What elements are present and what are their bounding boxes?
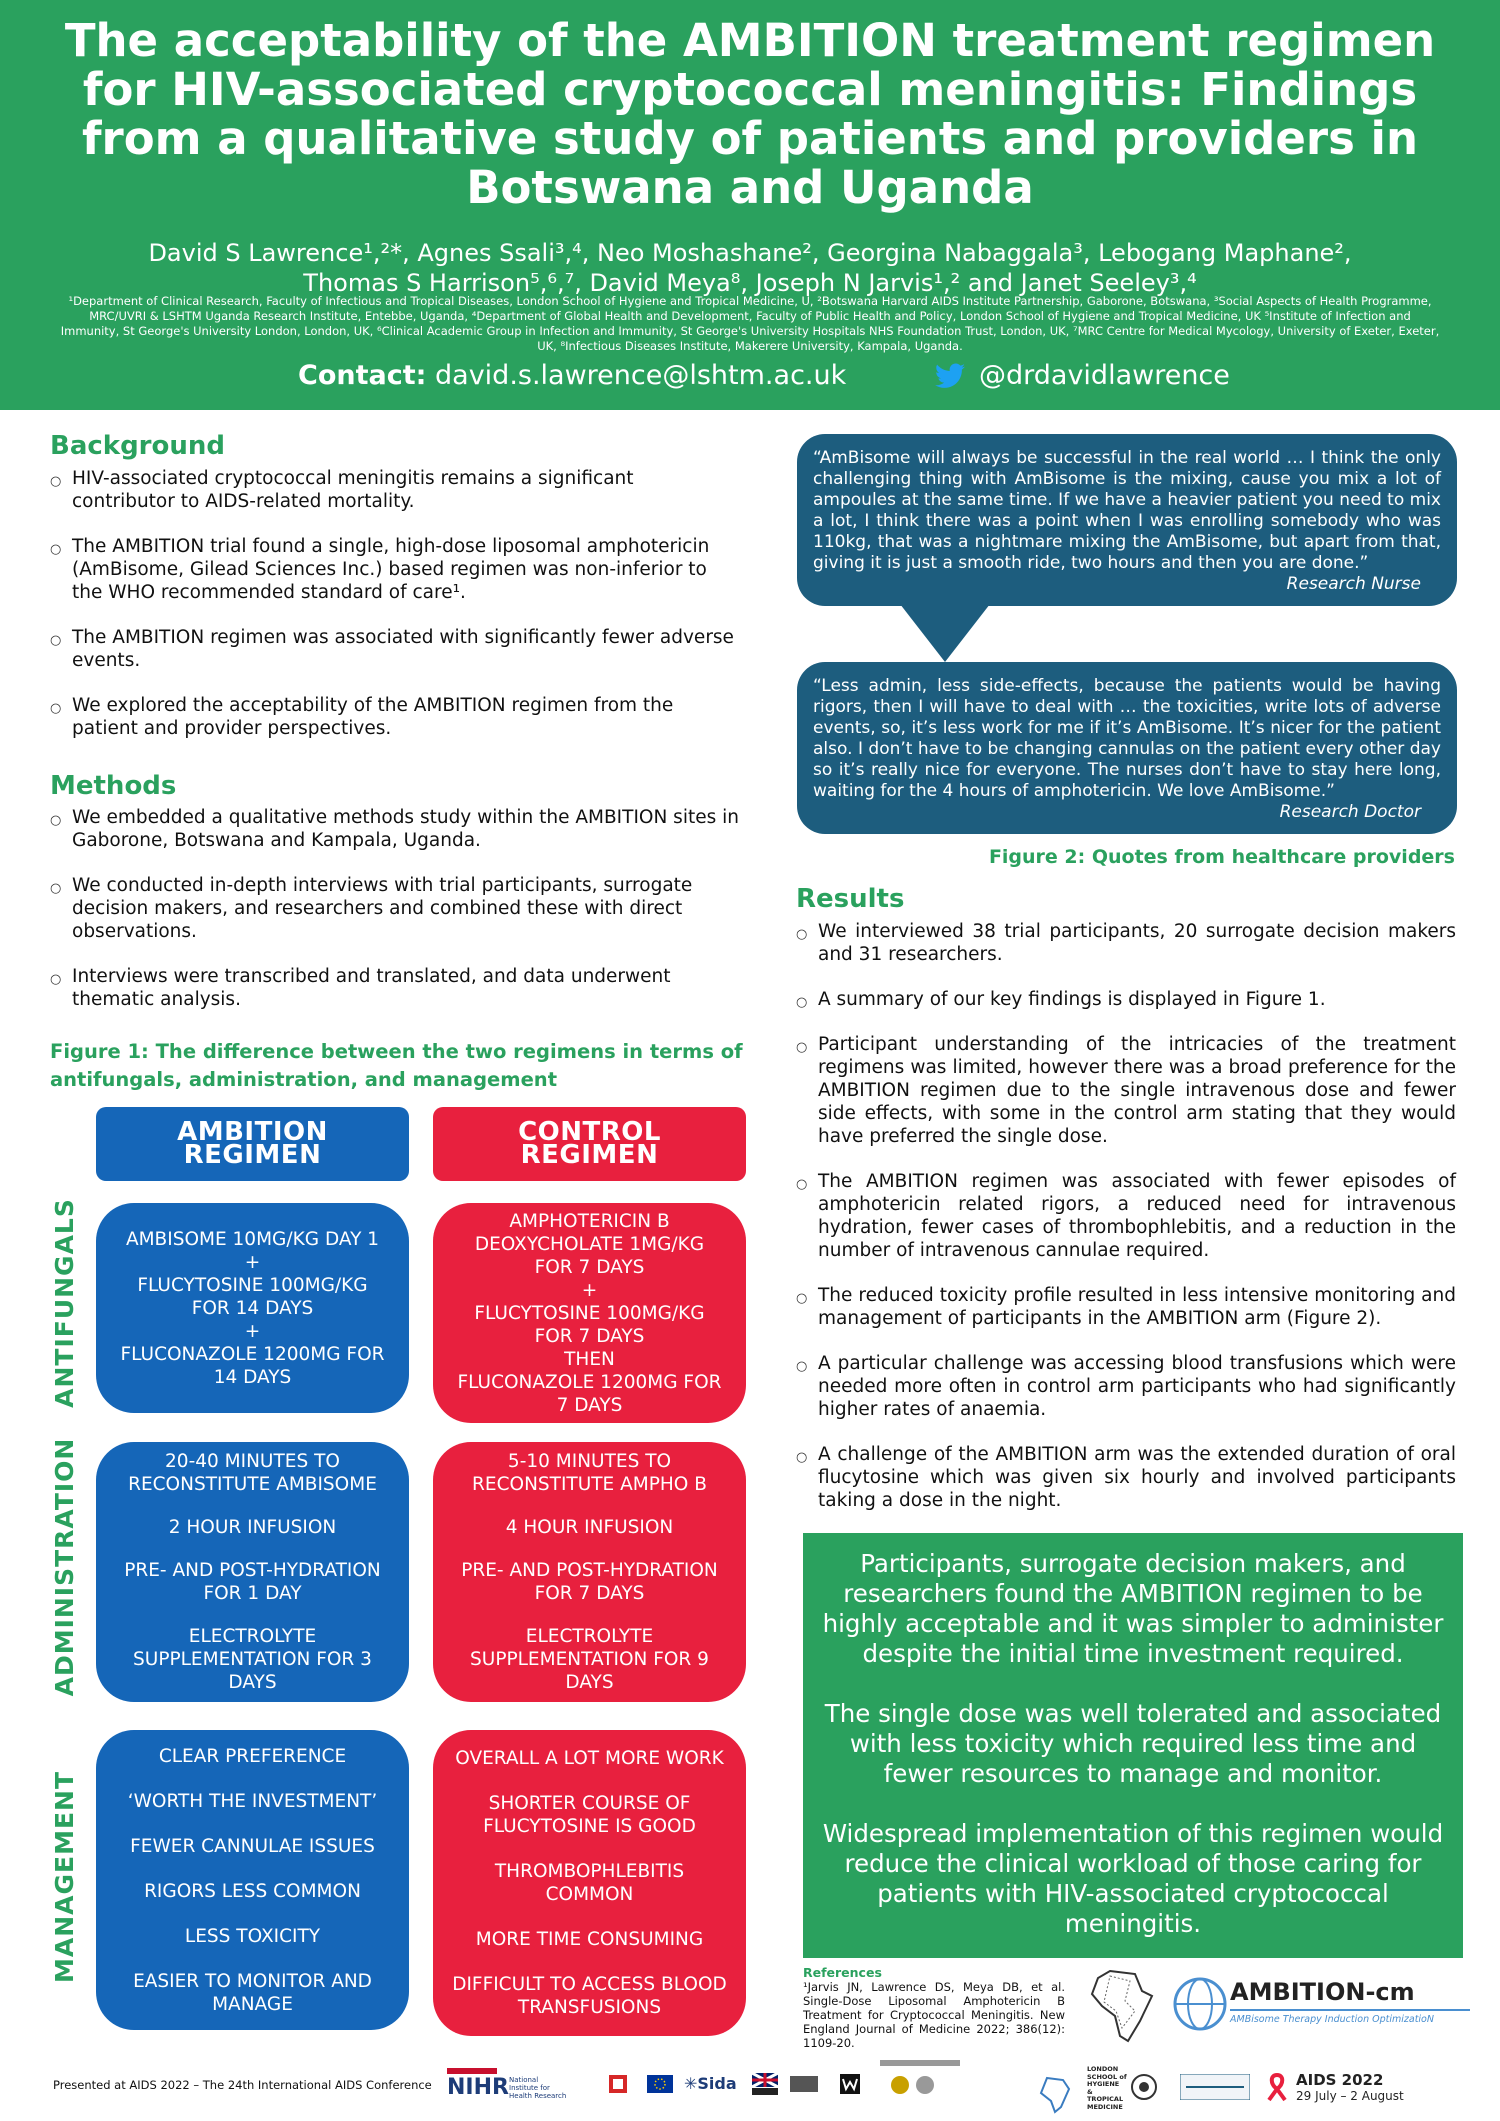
ambition-administration-box: 20-40 MINUTES TO RECONSTITUTE AMBISOME 2 HOUR INFUSION PRE- AND POST-HYDRATION FOR 1 DAY ELECTROLYTE SUPPLEMENTATION FOR 3 DAYS [96,1442,409,1702]
list-item: ○ A summary of our key findings is displayed in Figure 1. [796,988,1456,1011]
edctp-logo-icon [607,2073,629,2095]
contact-email-line [298,360,846,391]
eu-flag-icon [647,2075,673,2093]
authors-line-2: Thomas S Harrison⁵,⁶,⁷, David Meya⁸, Joseph N Jarvis¹,² and Janet Seeley³,⁴ [303,269,1197,297]
results-list [796,920,1456,1534]
list-item: ○ Participant understanding of the intricacies of the treatment regimens was limited, however there was a broad preference for the AMBITION regimen due to the single intravenous dose and fewer side effects, with some in the control arm stating that they would have preferred the single dose. [796,1034,1456,1147]
bullet-circle-icon: ○ [796,927,808,942]
makerere-crest-icon [1130,2073,1158,2101]
bullet-circle-icon: ○ [796,1359,808,1374]
list-item: ○ We embedded a qualitative methods study within the AMBITION sites in Gaborone, Botswana and Kampala, Uganda. [50,807,739,851]
twitter-line [935,360,1230,391]
quote-attribution: Research Nurse [1286,574,1421,594]
quote-attribution: Research Doctor [1279,802,1421,822]
mrc-logo-icon [790,2076,818,2092]
poster-title: The acceptability of the AMBITION treatment regimen for HIV-associated cryptococcal meningitis: Findings from a qualitative study of patients and providers in Botswana and Uganda [64,14,1436,214]
list-item: ○ We explored the acceptability of the AMBITION regimen from the patient and provider perspectives. [50,695,674,739]
bullet-circle-icon: ○ [50,542,62,557]
quote-research-nurse: “AmBisome will always be successful in the real world … I think the only challenging thing with AmBisome is the mixing, cause you mix a lot of ampoules at the same time. If we have a heavier patient you need to mix a lot, I think there was a point when I was enrolling somebody who was 110kg, that was a nightmare mixing the AmBisome, but apart from that, giving it is just a smooth ride, two hours and then you are done.” Research Nurse [797,434,1457,606]
twitter-handle[interactable]: @drdavidlawrence [979,360,1230,391]
nihr-logo: NIHR National Institute for Health Research [447,2068,547,2104]
authors-line-1: David S Lawrence¹,²*, Agnes Ssali³,⁴, Neo Moshashane², Georgina Nabaggala³, Lebogang Maphane², [148,239,1352,267]
conclusion-box [803,1533,1463,1958]
contact-label: Contact: [298,360,427,391]
conclusion-paragraph-3: Widespread implementation of this regimen would reduce the clinical workload of those caring for patients with HIV-associated cryptococcal meningitis. [822,1819,1444,1938]
twitter-bird-icon [935,363,965,389]
ambition-management-box: CLEAR PREFERENCE ‘WORTH THE INVESTMENT’ FEWER CANNULAE ISSUES RIGORS LESS COMMON LESS TOXICITY EASIER TO MONITOR AND MANAGE [96,1730,409,2030]
lshtm-logo: LONDON SCHOOL of HYGIENE & TROPICAL MEDICINE [1087,2065,1127,2111]
background-list [50,467,740,762]
list-item: ○ A particular challenge was accessing blood transfusions which were needed more often in control arm participants who had significantly higher rates of anaemia. [796,1353,1456,1420]
control-regimen-header: CONTROL REGIMEN [433,1107,746,1181]
list-item: ○ We interviewed 38 trial participants, 20 surrogate decision makers and 31 researchers. [796,921,1456,965]
list-item: ○ The AMBITION regimen was associated with fewer episodes of amphotericin related rigors, a reduced need for intravenous hydration, fewer cases of thrombophlebitis, and a reduction in the number of intravenous cannulae required. [796,1171,1456,1261]
uvri-lshtm-logo-icon [880,2060,960,2100]
figure1-caption: Figure 1: The difference between the two regimens in terms of antifungals, administration, and management [50,1040,743,1091]
list-item: ○ A challenge of the AMBITION arm was the extended duration of oral flucytosine which was given six hourly and involved participants taking a dose in the night. [796,1444,1456,1511]
ambition-cm-logo [1172,1976,1472,2038]
ukaid-logo-icon [752,2073,778,2095]
ambition-globe-icon [1172,1976,1228,2032]
aids-2022-logo: AIDS 2022 29 July – 2 August [1296,2071,1404,2103]
control-administration-box: 5-10 MINUTES TO RECONSTITUTE AMPHO B 4 HOUR INFUSION PRE- AND POST-HYDRATION FOR 7 DAYS ELECTROLYTE SUPPLEMENTATION FOR 9 DAYS [433,1442,746,1702]
bullet-circle-icon: ○ [50,881,62,896]
bullet-circle-icon: ○ [50,813,62,828]
bullet-circle-icon: ○ [796,1450,808,1465]
bullet-circle-icon: ○ [796,1040,808,1055]
list-item: ○ The AMBITION regimen was associated with significantly fewer adverse events. [50,627,734,671]
sida-logo: ✳Sida [684,2074,737,2093]
wellcome-logo-icon [840,2074,860,2094]
references-heading: References [803,1965,882,1980]
poster-header [0,0,1500,410]
ambition-tagline: AMBisome Therapy Induction OptimizatioN [1230,2014,1434,2025]
africa-outline-icon [1035,2075,1075,2115]
results-heading: Results [796,884,905,914]
affiliations: ¹Department of Clinical Research, Faculty of Infectious and Tropical Diseases, London School of Hygiene and Tropical Medicine, U, ²Botswana Harvard AIDS Institute Partnership, Gaborone, Botswana, ³Social Aspects of Health Programme, MRC/UVRI & LSHTM Uganda Research Institute, Entebbe, Uganda, ⁴Department of Global Health and Development, Faculty of Public Health and Policy, London School of Hygiene and Tropical Medicine, UK ⁵Institute of Infection and Immunity, St George's University London, London, UK, ⁶Clinical Academic Group in Infection and Immunity, St George's University Hospitals NHS Foundation Trust, London, UK, ⁷MRC Centre for Medical Mycology, University of Exeter, Exeter, UK, ⁸Infectious Diseases Institute, Makerere University, Kampala, Uganda. [60,294,1440,353]
ambition-logo-text: AMBITION-cm [1230,1978,1415,2006]
africa-map-logo-icon [1080,1966,1160,2046]
bullet-circle-icon: ○ [796,995,808,1010]
background-heading: Background [50,431,225,461]
methods-list [50,806,740,1033]
methods-heading: Methods [50,771,177,801]
bullet-circle-icon: ○ [796,1291,808,1306]
speech-bubble-tail-icon [900,604,990,662]
row-label-management: MANAGEMENT [50,1770,79,1984]
control-management-box: OVERALL A LOT MORE WORK SHORTER COURSE OF FLUCYTOSINE IS GOOD THROMBOPHLEBITIS COMMON MORE TIME CONSUMING DIFFICULT TO ACCESS BLOOD TRANSFUSIONS [433,1730,746,2036]
ambition-antifungals-box: AMBISOME 10MG/KG DAY 1 + FLUCYTOSINE 100MG/KG FOR 14 DAYS + FLUCONAZOLE 1200MG FOR 14 DAYS [96,1203,409,1413]
aids-ribbon-icon [1262,2072,1292,2102]
row-label-antifungals: ANTIFUNGALS [50,1198,79,1408]
reference-text: ¹Jarvis JN, Lawrence DS, Meya DB, et al. Single-Dose Liposomal Amphotericin B Treatment for Cryptococcal Meningitis. New England Journal of Medicine 2022; 386(12): 1109-20. [803,1980,1065,2050]
conclusion-paragraph-1: Participants, surrogate decision makers, and researchers found the AMBITION regimen to be highly acceptable and it was simpler to administer despite the initial time investment required. [822,1549,1444,1668]
bullet-circle-icon: ○ [50,701,62,716]
row-label-administration: ADMINISTRATION [50,1437,79,1697]
list-item: ○ The AMBITION trial found a single, high-dose liposomal amphotericin (AmBisome, Gilead Sciences Inc.) based regimen was non-inferior to the WHO recommended standard of care¹. [50,536,710,603]
references [803,1966,1065,2050]
contact-email[interactable]: david.s.lawrence@lshtm.ac.uk [435,360,847,391]
authors [60,238,1440,298]
list-item: ○ Interviews were transcribed and translated, and data underwent thematic analysis. [50,966,671,1010]
control-antifungals-box: AMPHOTERICIN B DEOXYCHOLATE 1MG/KG FOR 7 DAYS + FLUCYTOSINE 100MG/KG FOR 7 DAYS THEN FLUCONAZOLE 1200MG FOR 7 DAYS [433,1203,746,1423]
list-item: ○ We conducted in-depth interviews with trial participants, surrogate decision makers, and researchers and combined these with direct observations. [50,875,693,942]
bullet-circle-icon: ○ [50,633,62,648]
list-item: ○ The reduced toxicity profile resulted in less intensive monitoring and management of participants in the AMBITION arm (Figure 2). [796,1285,1456,1329]
quote-research-doctor: “Less admin, less side-effects, because the patients would be having rigors, then I will have to deal with … the toxicities, write lots of adverse events, so, it’s less work for me if it’s AmBisome. It’s nicer for the patient also. I don’t have to be changing cannulas on the patient every other day so it’s really nice for everyone. The nurses don’t have to stay here long, waiting for the 4 hours of amphotericin. We love AmBisome.” Research Doctor [797,662,1457,834]
presented-at: Presented at AIDS 2022 – The 24th International AIDS Conference [53,2078,432,2092]
conclusion-paragraph-2: The single dose was well tolerated and associated with less toxicity which required less time and fewer resources to manage and monitor. [824,1699,1442,1788]
st-georges-logo-icon [1180,2074,1250,2100]
list-item: ○ HIV-associated cryptococcal meningitis remains a significant contributor to AIDS-related mortality. [50,468,634,512]
figure2-caption: Figure 2: Quotes from healthcare providers [988,846,1455,868]
bullet-circle-icon: ○ [50,972,62,987]
bullet-circle-icon: ○ [796,1177,808,1192]
ambition-regimen-header: AMBITION REGIMEN [96,1107,409,1181]
bullet-circle-icon: ○ [50,474,62,489]
